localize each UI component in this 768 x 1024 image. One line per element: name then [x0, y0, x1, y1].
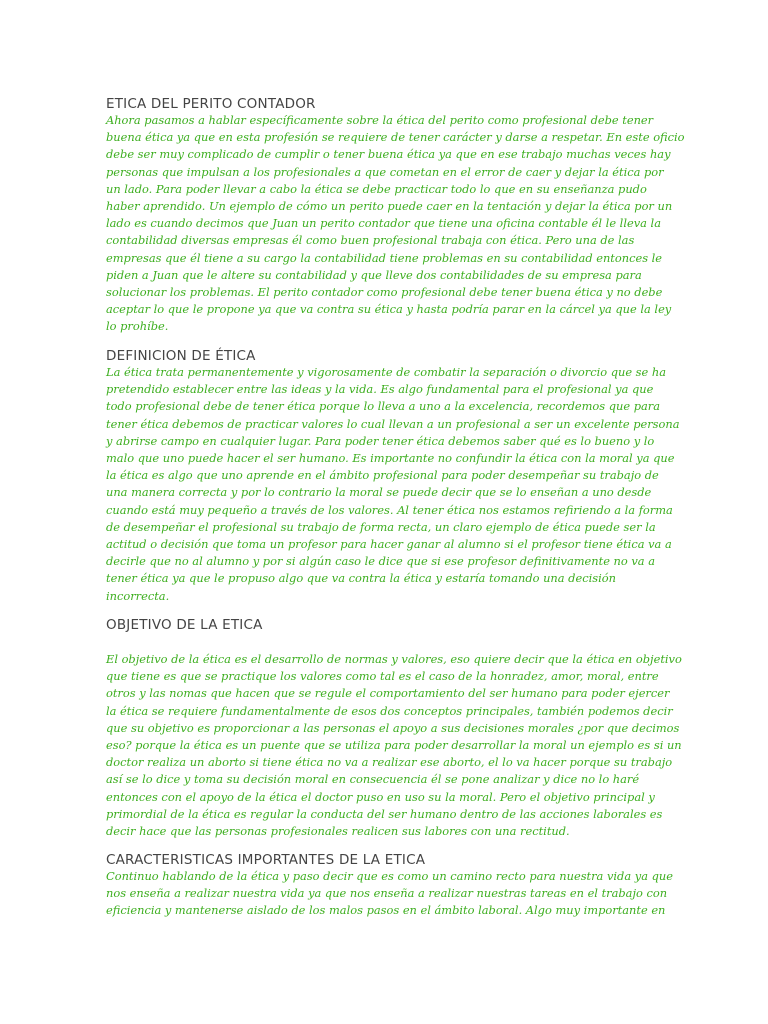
body-line: lo prohíbe.: [106, 319, 169, 334]
body-line: lado es cuando decimos que Juan un perito contador que tiene una oficina contable él le lleva la: [106, 216, 661, 231]
body-line: piden a Juan que le altere su contabilidad y que lleve dos contabilidades de su empresa para: [106, 267, 642, 282]
body-line: otros y las nomas que hacen que se regule el comportamiento del ser humano para poder ejercer: [106, 686, 670, 701]
body-line: que su objetivo es proporcionar a las personas el apoyo a sus decisiones morales ¿por que decimos: [106, 720, 680, 735]
body-line: la ética se requiere fundamentalmente de esos dos conceptos principales, también podemos decir: [106, 703, 673, 718]
body-line: tener ética debemos de practicar valores lo cual llevan a un profesional a ser un excelente persona: [106, 416, 680, 431]
body-line: aceptar lo que le propone ya que va contra su ética y hasta podría parar en la cárcel ya que la ley: [106, 302, 672, 317]
body-line: un lado. Para poder llevar a cabo la ética se debe practicar todo lo que en su enseñanza pudo: [106, 181, 647, 196]
body-line: Continuo hablando de la ética y paso decir que es como un camino recto para nuestra vida ya que: [106, 869, 673, 883]
body-line: eficiencia y mantenerse aislado de los malos pasos en el ámbito laboral. Algo muy importante en: [106, 903, 666, 918]
body-line: la ética es algo que uno aprende en el ámbito profesional para poder desempeñar su trabajo de: [106, 468, 659, 483]
body-line: contabilidad diversas empresas él como buen profesional trabaja con ética. Pero una de las: [106, 233, 635, 248]
section-body-objetivo: [106, 651, 682, 840]
body-line: tener ética ya que le propuso algo que va contra la ética y estaría tomando una decisión: [106, 571, 616, 586]
section-heading-objetivo: OBJETIVO DE LA ETICA: [106, 617, 263, 633]
body-line: decir hace que las personas profesionales realicen sus labores con una rectitud.: [106, 824, 570, 839]
section-body-caracteristicas: [106, 868, 673, 920]
body-line: decirle que no al alumno y por si algún caso le dice que si ese profesor definitivamente no va a: [106, 554, 656, 569]
body-line: actitud o decisión que toma un profesor para hacer ganar al alumno si el profesor tiene ética va a: [106, 537, 672, 552]
body-line: incorrecta.: [106, 588, 170, 603]
body-line: una manera correcta y por lo contrario la moral se puede decir que se lo enseñan a uno desde: [106, 485, 652, 500]
body-line: haber aprendido. Un ejemplo de cómo un perito puede caer en la tentación y dejar la ética por un: [106, 199, 673, 214]
section-body-definicion: [106, 364, 680, 605]
body-line: nos enseña a realizar nuestra vida ya que nos enseña a realizar nuestras tareas en el trabajo con: [106, 886, 668, 901]
body-line: La ética trata permanentemente y vigorosamente de combatir la separación o divorcio que se ha: [106, 365, 667, 379]
body-line: buena ética ya que en esta profesión se requiere de tener carácter y darse a respetar. En este oficio: [106, 130, 685, 145]
body-line: primordial de la ética es regular la conducta del ser humano dentro de las acciones laborales es: [106, 806, 663, 821]
body-line: malo que uno puede hacer el ser humano. Es importante no confundir la ética con la moral ya que: [106, 451, 675, 466]
body-line: así se lo dice y toma su decisión moral en consecuencia él se pone analizar y dice no lo haré: [106, 772, 640, 787]
body-line: doctor realiza un aborto si tiene ética no va a realizar ese aborto, el lo va hacer porque su trabajo: [106, 755, 673, 770]
body-line: cuando está muy pequeño a través de los valores. Al tener ética nos estamos refiriendo a la forma: [106, 502, 673, 517]
body-line: solucionar los problemas. El perito contador como profesional debe tener buena ética y no debe: [106, 285, 663, 300]
body-line: personas que impulsan a los profesionales a que cometan en el error de caer y dejar la ética por: [106, 164, 664, 179]
body-line: todo profesional debe de tener ética porque lo lleva a uno a la excelencia, recordemos que para: [106, 399, 661, 414]
section-heading-definicion: DEFINICION DE ÉTICA: [106, 348, 256, 364]
body-line: eso? porque la ética es un puente que se utiliza para poder desarrollar la moral un ejemplo es si un: [106, 738, 682, 753]
body-line: y abrirse campo en cualquier lugar. Para poder tener ética debemos saber qué es lo bueno y lo: [106, 433, 655, 448]
body-line: El objetivo de la ética es el desarrollo de normas y valores, eso quiere decir que la ética en objetivo: [106, 652, 682, 666]
body-line: entonces con el apoyo de la ética el doctor puso en uso su la moral. Pero el objetivo principal y: [106, 789, 655, 804]
section-heading-perito: ETICA DEL PERITO CONTADOR: [106, 96, 316, 112]
body-line: de desempeñar el profesional su trabajo de forma recta, un claro ejemplo de ética puede ser la: [106, 519, 656, 534]
body-line: debe ser muy complicado de cumplir o tener buena ética ya que en ese trabajo muchas veces hay: [106, 147, 671, 162]
body-line: que tiene es que se practique los valores como tal es el caso de la honradez, amor, moral, entre: [106, 669, 659, 684]
section-heading-caracteristicas: CARACTERISTICAS IMPORTANTES DE LA ETICA: [106, 852, 426, 868]
body-line: pretendido establecer entre las ideas y la vida. Es algo fundamental para el profesional ya que: [106, 382, 654, 397]
section-body-perito: [106, 112, 685, 336]
body-line: empresas que él tiene a su cargo la contabilidad tiene problemas en su contabilidad entonces le: [106, 250, 663, 265]
body-line: Ahora pasamos a hablar específicamente sobre la ética del perito como profesional debe tener: [106, 113, 654, 127]
